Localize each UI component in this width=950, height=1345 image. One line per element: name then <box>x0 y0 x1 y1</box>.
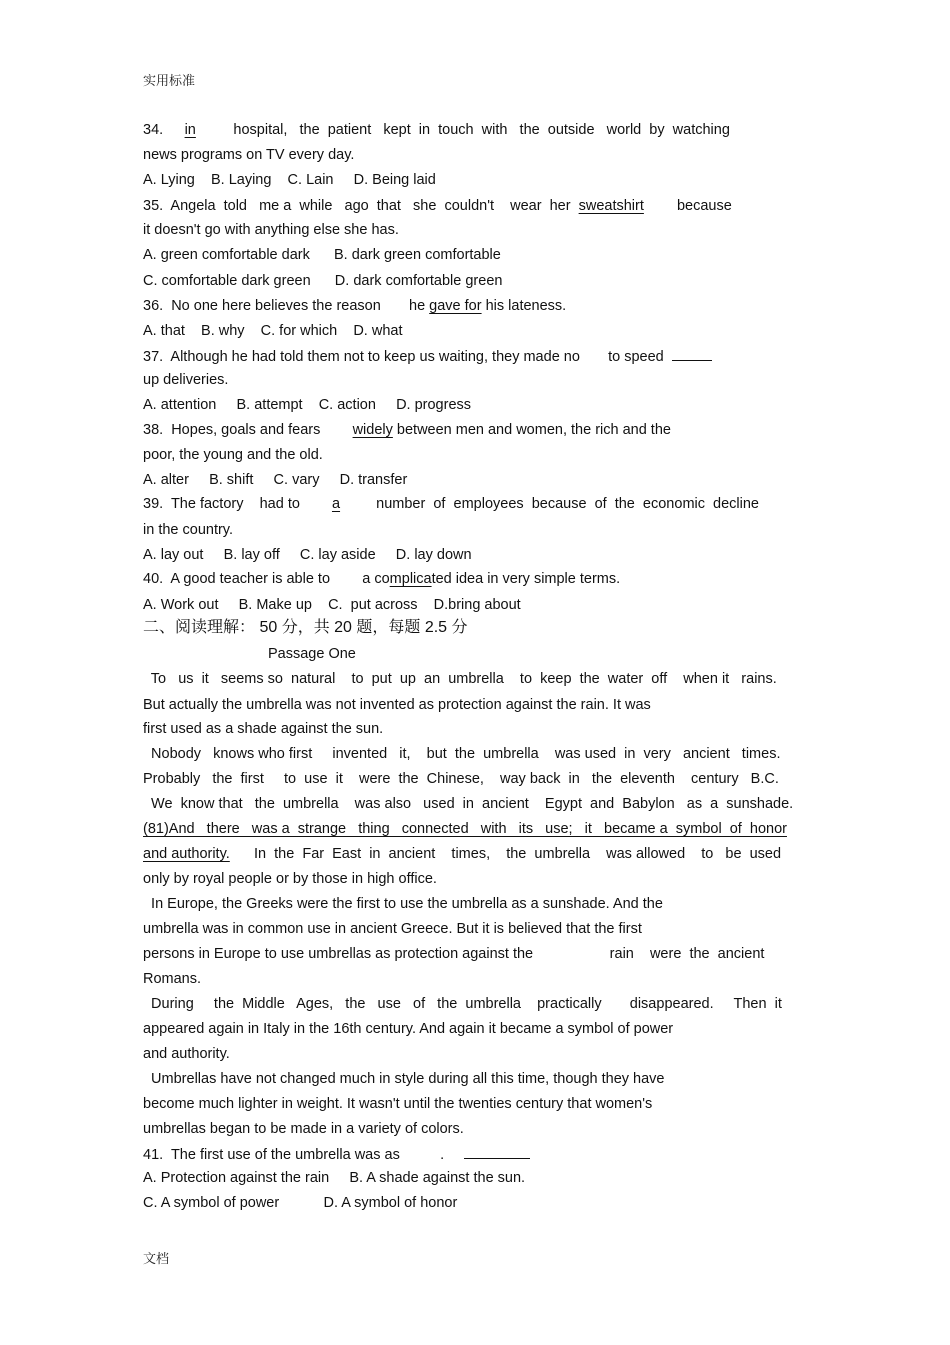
passage-line <box>143 945 764 963</box>
question-38-text-end: between men and women, the rich and the <box>396 422 671 438</box>
question-40-text: 40. A good teacher is able to a co <box>143 571 390 587</box>
passage-line: To us it seems so natural to put up an umbrella to keep the water off when it rains. <box>143 671 777 687</box>
question-41-text: 41. The first use of the umbrella was as . <box>143 1147 445 1163</box>
question-38-stem <box>143 421 671 439</box>
question-34-stem <box>143 121 730 139</box>
passage-line: We know that the umbrella was also used in ancient Egypt and Babylon as a sunshade. <box>143 796 794 812</box>
question-39-text-end: number of employees because of the economic decline <box>376 496 759 512</box>
passage-line: become much lighter in weight. It wasn't until the twenties century that women's <box>143 1096 653 1112</box>
question-35-stem <box>143 197 732 215</box>
passage-line: appeared again in Italy in the 16th century. And again it became a symbol of power <box>143 1021 674 1037</box>
question-36-answer: gave for <box>429 298 482 314</box>
question-34-number: 34. <box>143 122 164 138</box>
question-39-stem <box>143 495 759 513</box>
passage-title: Passage One <box>268 646 356 662</box>
question-35-answer: sweatshirt <box>578 198 644 214</box>
question-39-answer: a <box>331 496 341 512</box>
question-37-options: A. attention B. attempt C. action D. progress <box>143 397 472 413</box>
passage-line-text-end: rain were the ancient <box>609 946 765 962</box>
question-34-options: A. Lying B. Laying C. Lain D. Being laid <box>143 172 436 188</box>
question-37-stem <box>143 346 712 366</box>
question-35-text: 35. Angela told me a while ago that she couldn't wear her <box>143 198 571 214</box>
passage-line: first used as a shade against the sun. <box>143 721 384 737</box>
passage-underlined-end: and authority. <box>143 846 230 862</box>
passage-line: Umbrellas have not changed much in style during all this time, though they have <box>143 1071 665 1087</box>
question-38-stem-cont: poor, the young and the old. <box>143 447 323 463</box>
question-40-options: A. Work out B. Make up C. put across D.bring about <box>143 597 521 613</box>
question-41-blank <box>464 1144 530 1159</box>
question-40-stem <box>143 570 620 588</box>
passage-line: During the Middle Ages, the use of the umbrella practically disappeared. Then it <box>143 996 782 1012</box>
question-35-text-end: because <box>676 198 732 214</box>
page-header: 实用标准 <box>143 73 196 88</box>
passage-line: In Europe, the Greeks were the first to use the umbrella as a sunshade. And the <box>143 896 663 912</box>
question-39-stem-cont: in the country. <box>143 522 234 538</box>
question-37-blank <box>672 346 712 361</box>
passage-line: Nobody knows who first invented it, but the umbrella was used in very ancient times. <box>143 746 781 762</box>
passage-line: Probably the first to use it were the Chinese, way back in the eleventh century B.C. <box>143 771 779 787</box>
question-34-text: hospital, the patient kept in touch with the outside world by watching <box>233 122 730 138</box>
question-34-answer: in <box>184 122 196 138</box>
question-35-options-ab: A. green comfortable dark B. dark green comfortable <box>143 247 501 263</box>
question-35-options-cd: C. comfortable dark green D. dark comfortable green <box>143 273 503 289</box>
question-38-options: A. alter B. shift C. vary D. transfer <box>143 472 408 488</box>
passage-line-text: In the Far East in ancient times, the umbrella was allowed to be used <box>253 846 782 862</box>
passage-line: umbrellas began to be made in a variety of colors. <box>143 1121 464 1137</box>
question-38-answer: widely <box>352 422 393 438</box>
passage-line: umbrella was in common use in ancient Greece. But it is believed that the first <box>143 921 642 937</box>
question-39-text: 39. The factory had to <box>143 496 300 512</box>
question-36-text-end: his lateness. <box>485 298 567 314</box>
passage-line: But actually the umbrella was not invented as protection against the rain. It was <box>143 697 651 713</box>
passage-line: and authority. <box>143 1046 230 1062</box>
passage-underlined-sentence: (81)And there was a strange thing connected with its use; it became a symbol of honor <box>143 821 787 837</box>
question-36-stem <box>143 297 566 315</box>
passage-line: only by royal people or by those in high office. <box>143 871 437 887</box>
question-41-options-ab: A. Protection against the rain B. A shade against the sun. <box>143 1170 526 1186</box>
question-37-text: 37. Although he had told them not to keep us waiting, they made no to speed <box>143 349 664 365</box>
question-35-stem-cont: it doesn't go with anything else she has. <box>143 222 399 238</box>
question-36-text: 36. No one here believes the reason he <box>143 298 426 314</box>
question-41-stem <box>143 1144 530 1164</box>
section-title: 二、阅读理解： 50 分，共 20 题，每题 2.5 分 <box>143 619 468 636</box>
passage-line: Romans. <box>143 971 202 987</box>
question-37-stem-cont: up deliveries. <box>143 372 229 388</box>
question-40-answer: mplica <box>389 571 432 587</box>
passage-line-text: persons in Europe to use umbrellas as protection against the <box>143 946 534 962</box>
question-41-options-cd: C. A symbol of power D. A symbol of honor <box>143 1195 458 1211</box>
passage-line <box>143 845 781 863</box>
question-34-stem-cont: news programs on TV every day. <box>143 147 355 163</box>
page-footer: 文档 <box>143 1251 170 1266</box>
question-40-text-end: ted idea in very simple terms. <box>431 571 621 587</box>
question-36-options: A. that B. why C. for which D. what <box>143 323 403 339</box>
question-39-options: A. lay out B. lay off C. lay aside D. lay down <box>143 547 472 563</box>
question-38-text: 38. Hopes, goals and fears <box>143 422 321 438</box>
